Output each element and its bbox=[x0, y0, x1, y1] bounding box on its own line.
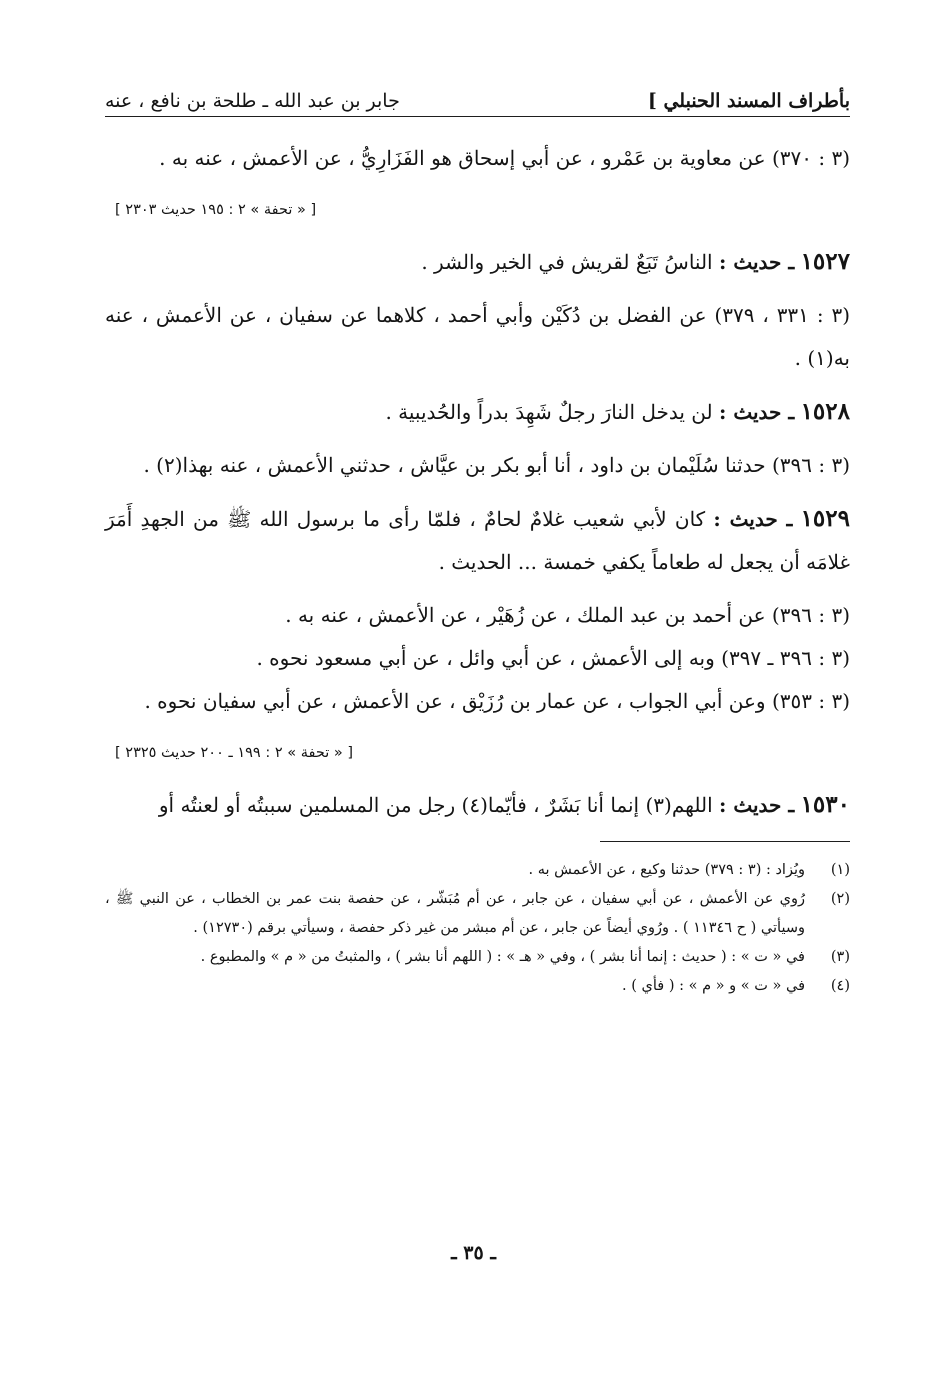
paragraph-chain-1526: (٣ : ٣٧٠) عن معاوية بن عَمْرو ، عن أبي إسحاق هو الفَزَارِيُّ ، عن الأعمش ، عنه به . bbox=[159, 146, 850, 170]
footnotes bbox=[105, 856, 850, 1001]
footnote-text: في « ت » و « م » : ( فأي ) . bbox=[622, 978, 805, 994]
tuhfa-reference-2: [ « تحفة » ٢ : ١٩٩ ـ ٢٠٠ حديث ٢٣٢٥ ] bbox=[115, 745, 353, 761]
hadith-number: ١٥٢٧ bbox=[800, 248, 850, 275]
hadith-label: ـ حديث : bbox=[718, 793, 795, 817]
hadith-1530 bbox=[105, 783, 850, 827]
footnote-number: (٤) bbox=[830, 978, 850, 994]
hadith-1528 bbox=[105, 390, 850, 434]
footnote-text: ويُزاد : (٣ : ٣٧٩) حدثنا وكيع ، عن الأعمش به . bbox=[528, 862, 805, 878]
hadith-number: ١٥٣٠ bbox=[800, 791, 850, 818]
hadith-label: ـ حديث : bbox=[718, 400, 795, 424]
hadith-chain: (٣ : ٣٩٦) حدثنا سُلَيْمان بن داود ، أنا أبو بكر بن عيَّاش ، حدثني الأعمش ، عنه بهذا(٢) . bbox=[143, 453, 850, 477]
footnote-text: رُوي عن الأعمش ، عن أبي سفيان ، عن جابر ، عن أم مُبَشّر ، عن حفصة بنت عمر بن الخطاب ، عن النبي ﷺ ، وسيأتي ( ح ١١٣٤٦ ) . ورُوي أيضاً عن جابر ، عن أم مبشر من غير ذكر حفصة ، وسيأتي برقم (١٢٧٣٠) . bbox=[105, 891, 805, 936]
hadith-text: لن يدخل النارَ رجلٌ شَهِدَ بدراً والحُديبية . bbox=[385, 400, 713, 424]
footnote-number: (٣) bbox=[830, 949, 850, 965]
header-section-title: جابر بن عبد الله ـ طلحة بن نافع ، عنه bbox=[105, 90, 400, 112]
hadith-number: ١٥٢٨ bbox=[800, 398, 850, 425]
hadith-number: ١٥٢٩ bbox=[800, 505, 850, 532]
document-page bbox=[105, 70, 850, 1001]
header-book-title: بأطراف المسند الحنبلي ] bbox=[647, 90, 850, 112]
hadith-chain-2: (٣ : ٣٩٦ ـ ٣٩٧) وبه إلى الأعمش ، عن أبي وائل ، عن أبي مسعود نحوه . bbox=[256, 646, 850, 670]
footnote-4 bbox=[105, 972, 850, 1001]
hadith-text: كان لأبي شعيب غلامٌ لحامٌ ، فلمّا رأى ما برسول الله ﷺ من الجهدِ أَمَرَ غلامَه أن يجعل له طعاماً يكفي خمسة ... الحديث . bbox=[105, 507, 850, 574]
hadith-text: الناسُ تَبَعٌ لقريش في الخير والشر . bbox=[421, 250, 713, 274]
footnote-2 bbox=[105, 885, 850, 943]
footnote-number: (١) bbox=[830, 862, 850, 878]
footnote-number: (٢) bbox=[830, 891, 850, 907]
tuhfa-reference-1: [ « تحفة » ٢ : ١٩٥ حديث ٢٣٠٣ ] bbox=[115, 202, 317, 218]
page-number: ـ ٣٥ ـ bbox=[451, 1242, 496, 1264]
running-header bbox=[105, 70, 850, 117]
hadith-text: اللهم(٣) إنما أنا بَشَرٌ ، فأيّما(٤) رجل من المسلمين سببتُه أو لعنتُه أو bbox=[158, 793, 713, 817]
footnote-1 bbox=[105, 856, 850, 885]
footnote-3 bbox=[105, 943, 850, 972]
hadith-chain: (٣ : ٣٣١ ، ٣٧٩) عن الفضل بن دُكَيْن وأبي أحمد ، كلاهما عن سفيان ، عن الأعمش ، عنه به(١) . bbox=[105, 303, 851, 370]
hadith-label: ـ حديث : bbox=[713, 507, 793, 531]
hadith-1529 bbox=[105, 497, 850, 584]
footnote-text: في « ت » : ( حديث : إنما أنا بشر ) ، وفي « هـ » : ( اللهم أنا بشر ) ، والمثبتُ من « م » والمطبوع . bbox=[200, 949, 805, 965]
hadith-chain-1: (٣ : ٣٩٦) عن أحمد بن عبد الملك ، عن زُهَيْر ، عن الأعمش ، عنه به . bbox=[285, 603, 850, 627]
hadith-chain-3: (٣ : ٣٥٣) وعن أبي الجواب ، عن عمار بن رُزَيْق ، عن الأعمش ، عن أبي سفيان نحوه . bbox=[144, 689, 850, 713]
footnote-separator bbox=[600, 841, 850, 842]
hadith-1527 bbox=[105, 240, 850, 284]
hadith-label: ـ حديث : bbox=[718, 250, 795, 274]
